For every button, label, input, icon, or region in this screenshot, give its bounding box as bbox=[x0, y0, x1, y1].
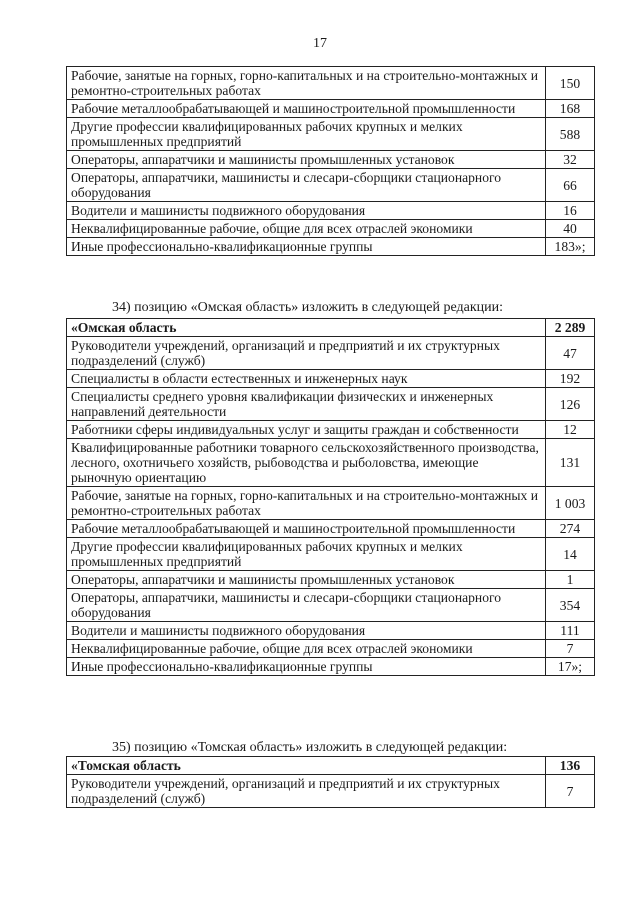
page-number: 17 bbox=[313, 36, 327, 51]
table-row bbox=[67, 640, 595, 658]
row-label: Неквалифицированные рабочие, общие для всех отраслей экономики bbox=[67, 640, 546, 658]
row-value: 14 bbox=[546, 538, 595, 571]
paragraph-35: 35) позицию «Томская область» изложить в следующей редакции: bbox=[112, 740, 508, 755]
table-row bbox=[67, 67, 595, 100]
row-label: Операторы, аппаратчики и машинисты промышленных установок bbox=[67, 571, 546, 589]
row-label: Операторы, аппаратчики, машинисты и слесари-сборщики стационарного оборудования bbox=[67, 589, 546, 622]
row-value: 150 bbox=[546, 67, 595, 100]
row-label: Другие профессии квалифицированных рабочих крупных и мелких промышленных предприятий bbox=[67, 538, 546, 571]
table-row bbox=[67, 337, 595, 370]
region-total: 2 289 bbox=[546, 319, 595, 337]
row-label: Рабочие металлообрабатывающей и машиностроительной промышленности bbox=[67, 520, 546, 538]
row-label: Руководители учреждений, организаций и предприятий и их структурных подразделений (служб) bbox=[67, 775, 546, 808]
row-value: 183»; bbox=[546, 238, 595, 256]
region-total: 136 bbox=[546, 757, 595, 775]
table-prior-region-continued bbox=[66, 66, 595, 256]
table-row bbox=[67, 520, 595, 538]
region-name: «Томская область bbox=[67, 757, 546, 775]
row-label: Иные профессионально-квалификационные группы bbox=[67, 658, 546, 676]
table-row bbox=[67, 202, 595, 220]
row-value: 274 bbox=[546, 520, 595, 538]
table-row bbox=[67, 538, 595, 571]
row-value: 40 bbox=[546, 220, 595, 238]
row-label: Специалисты в области естественных и инженерных наук bbox=[67, 370, 546, 388]
row-label: Квалифицированные работники товарного сельскохозяйственного производства, лесного, охотничьего хозяйств, рыбоводства и рыболовства, имеющие рыночную ориентацию bbox=[67, 439, 546, 487]
row-value: 7 bbox=[546, 775, 595, 808]
table-row bbox=[67, 622, 595, 640]
table-omsk-region bbox=[66, 318, 595, 676]
row-value: 17»; bbox=[546, 658, 595, 676]
table-row bbox=[67, 775, 595, 808]
row-value: 32 bbox=[546, 151, 595, 169]
table-header-row bbox=[67, 757, 595, 775]
row-value: 354 bbox=[546, 589, 595, 622]
table-row bbox=[67, 388, 595, 421]
row-value: 7 bbox=[546, 640, 595, 658]
row-value: 192 bbox=[546, 370, 595, 388]
table-row bbox=[67, 658, 595, 676]
table-row bbox=[67, 571, 595, 589]
row-label: Специалисты среднего уровня квалификации физических и инженерных направлений деятельности bbox=[67, 388, 546, 421]
row-value: 1 003 bbox=[546, 487, 595, 520]
row-label: Рабочие, занятые на горных, горно-капитальных и на строительно-монтажных и ремонтно-строительных работах bbox=[67, 487, 546, 520]
row-value: 131 bbox=[546, 439, 595, 487]
row-value: 47 bbox=[546, 337, 595, 370]
row-value: 168 bbox=[546, 100, 595, 118]
paragraph-34: 34) позицию «Омская область» изложить в следующей редакции: bbox=[112, 300, 504, 315]
row-label: Операторы, аппаратчики и машинисты промышленных установок bbox=[67, 151, 546, 169]
row-value: 12 bbox=[546, 421, 595, 439]
table-tomsk-region bbox=[66, 756, 595, 808]
row-label: Рабочие, занятые на горных, горно-капитальных и на строительно-монтажных и ремонтно-строительных работах bbox=[67, 67, 546, 100]
row-label: Иные профессионально-квалификационные группы bbox=[67, 238, 546, 256]
row-label: Другие профессии квалифицированных рабочих крупных и мелких промышленных предприятий bbox=[67, 118, 546, 151]
row-value: 588 bbox=[546, 118, 595, 151]
row-label: Водители и машинисты подвижного оборудования bbox=[67, 202, 546, 220]
table-row bbox=[67, 370, 595, 388]
row-label: Водители и машинисты подвижного оборудования bbox=[67, 622, 546, 640]
table-row bbox=[67, 169, 595, 202]
row-label: Рабочие металлообрабатывающей и машиностроительной промышленности bbox=[67, 100, 546, 118]
row-label: Работники сферы индивидуальных услуг и защиты граждан и собственности bbox=[67, 421, 546, 439]
row-value: 126 bbox=[546, 388, 595, 421]
row-label: Руководители учреждений, организаций и предприятий и их структурных подразделений (служб) bbox=[67, 337, 546, 370]
table-row bbox=[67, 421, 595, 439]
region-name: «Омская область bbox=[67, 319, 546, 337]
table-header-row bbox=[67, 319, 595, 337]
row-value: 1 bbox=[546, 571, 595, 589]
table-row bbox=[67, 589, 595, 622]
table-row bbox=[67, 439, 595, 487]
table-row bbox=[67, 151, 595, 169]
table-row bbox=[67, 220, 595, 238]
row-value: 16 bbox=[546, 202, 595, 220]
table-row bbox=[67, 118, 595, 151]
row-value: 111 bbox=[546, 622, 595, 640]
row-label: Неквалифицированные рабочие, общие для всех отраслей экономики bbox=[67, 220, 546, 238]
table-row bbox=[67, 238, 595, 256]
row-value: 66 bbox=[546, 169, 595, 202]
row-label: Операторы, аппаратчики, машинисты и слесари-сборщики стационарного оборудования bbox=[67, 169, 546, 202]
table-row bbox=[67, 487, 595, 520]
table-row bbox=[67, 100, 595, 118]
